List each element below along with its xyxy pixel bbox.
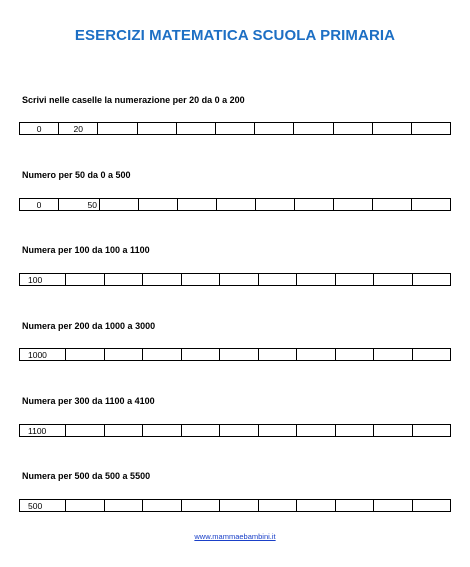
exercise-5-box-9[interactable] [336,425,374,436]
exercise-6-boxes [19,499,451,512]
exercise-3-box-3[interactable] [105,274,143,285]
exercise-5-box-3[interactable] [105,425,143,436]
exercise-4-box-1[interactable]: 1000 [20,349,66,360]
exercise-6-box-11[interactable] [413,500,450,511]
exercise-3-box-8[interactable] [297,274,335,285]
exercise-5-box-1[interactable]: 1100 [20,425,66,436]
exercise-6-instruction: Numera per 500 da 500 a 5500 [22,471,151,481]
exercise-6-box-3[interactable] [105,500,143,511]
exercise-6-box-10[interactable] [374,500,412,511]
exercise-1-box-10[interactable] [373,123,412,134]
exercise-4-instruction: Numera per 200 da 1000 a 3000 [22,321,156,331]
exercise-6-box-8[interactable] [297,500,335,511]
exercise-3-box-5[interactable] [182,274,220,285]
exercise-2-boxes [19,198,451,211]
exercise-6-box-5[interactable] [182,500,220,511]
exercise-1-boxes [19,122,451,135]
exercise-6-box-1[interactable]: 500 [20,500,66,511]
exercise-3-box-2[interactable] [66,274,104,285]
exercise-3-box-6[interactable] [220,274,258,285]
footer-link[interactable]: www.mammaebambini.it [194,532,276,541]
exercise-3-box-1[interactable]: 100 [20,274,66,285]
exercise-6-box-4[interactable] [143,500,181,511]
exercise-6-box-6[interactable] [220,500,258,511]
exercise-3-boxes [19,273,451,286]
exercise-2-box-2[interactable]: 50 [59,199,100,210]
exercise-5-box-7[interactable] [259,425,297,436]
exercise-5-box-2[interactable] [66,425,104,436]
exercise-1-box-6[interactable] [216,123,255,134]
exercise-6-box-7[interactable] [259,500,297,511]
exercise-4-box-6[interactable] [220,349,258,360]
exercise-4-box-11[interactable] [413,349,450,360]
exercise-5-instruction: Numera per 300 da 1100 a 4100 [22,396,155,406]
exercise-3-box-11[interactable] [413,274,450,285]
exercise-3-instruction: Numera per 100 da 100 a 1100 [22,245,150,255]
exercise-4-box-8[interactable] [297,349,335,360]
exercise-5-box-10[interactable] [374,425,412,436]
exercise-2-box-5[interactable] [178,199,217,210]
exercise-1-box-2[interactable]: 20 [59,123,98,134]
exercise-6-box-2[interactable] [66,500,104,511]
exercise-4-box-9[interactable] [336,349,374,360]
exercise-1-box-4[interactable] [138,123,177,134]
exercise-3-box-4[interactable] [143,274,181,285]
exercise-4-box-4[interactable] [143,349,181,360]
exercise-5-boxes [19,424,451,437]
page-title: ESERCIZI MATEMATICA SCUOLA PRIMARIA [74,27,396,44]
exercise-1-box-11[interactable] [412,123,450,134]
exercise-4-box-10[interactable] [374,349,412,360]
exercise-4-box-2[interactable] [66,349,104,360]
exercise-3-box-9[interactable] [336,274,374,285]
exercise-1-instruction: Scrivi nelle caselle la numerazione per 20 da 0 a 200 [22,95,245,105]
exercise-2-box-10[interactable] [373,199,412,210]
exercise-1-box-3[interactable] [98,123,137,134]
exercise-5-box-4[interactable] [143,425,181,436]
exercise-3-box-10[interactable] [374,274,412,285]
exercise-2-box-9[interactable] [334,199,373,210]
exercise-1-box-9[interactable] [334,123,373,134]
exercise-1-box-8[interactable] [294,123,333,134]
exercise-1-box-7[interactable] [255,123,294,134]
exercise-1-box-1[interactable]: 0 [20,123,59,134]
exercise-1-box-5[interactable] [177,123,216,134]
exercise-5-box-8[interactable] [297,425,335,436]
exercise-2-box-4[interactable] [139,199,178,210]
exercise-4-box-3[interactable] [105,349,143,360]
exercise-2-instruction: Numero per 50 da 0 a 500 [22,170,131,180]
exercise-2-box-7[interactable] [256,199,295,210]
exercise-6-box-9[interactable] [336,500,374,511]
exercise-2-box-11[interactable] [412,199,450,210]
exercise-3-box-7[interactable] [259,274,297,285]
exercise-2-box-6[interactable] [217,199,256,210]
exercise-5-box-5[interactable] [182,425,220,436]
exercise-4-boxes [19,348,451,361]
exercise-5-box-6[interactable] [220,425,258,436]
exercise-2-box-1[interactable]: 0 [20,199,59,210]
exercise-2-box-8[interactable] [295,199,334,210]
exercise-5-box-11[interactable] [413,425,450,436]
exercise-4-box-7[interactable] [259,349,297,360]
exercise-4-box-5[interactable] [182,349,220,360]
exercise-2-box-3[interactable] [100,199,139,210]
